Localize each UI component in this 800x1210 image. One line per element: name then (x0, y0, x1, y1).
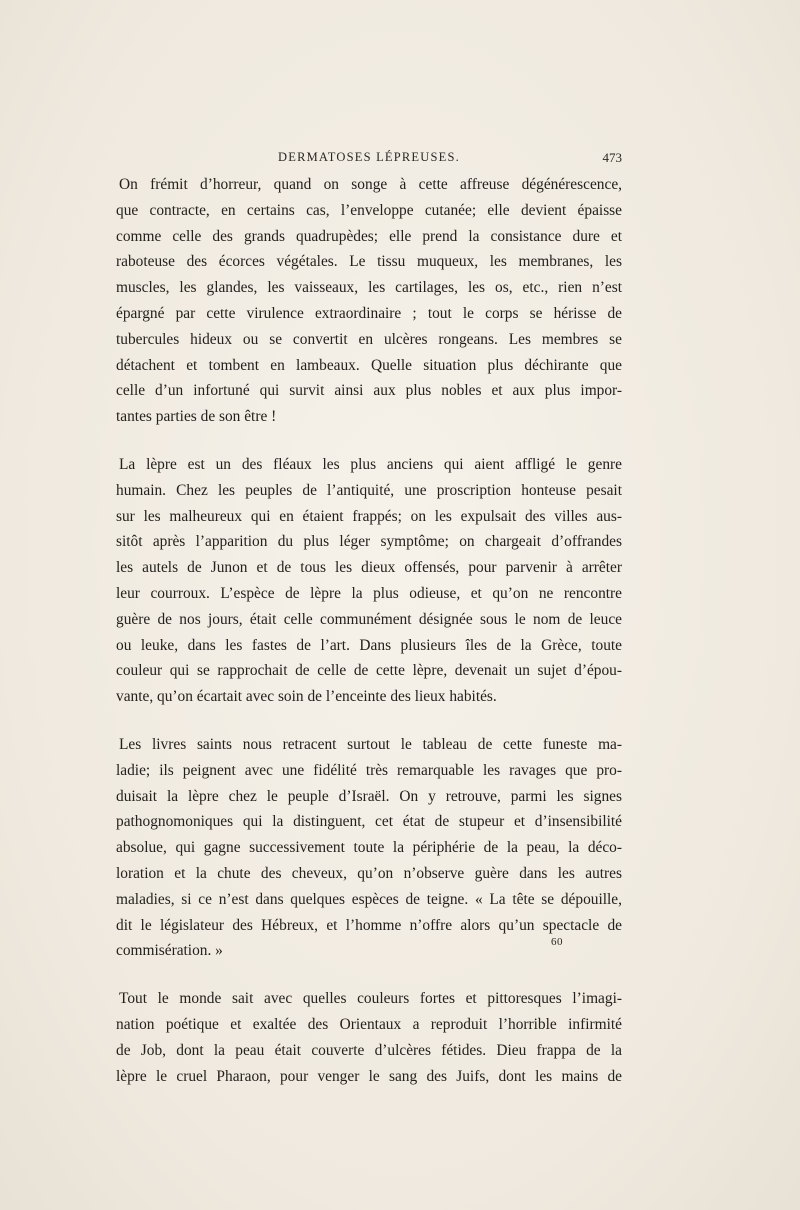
running-title: DERMATOSES LÉPREUSES. (278, 150, 460, 164)
text-line: On frémit d’horreur, quand on songe à cette affreuse dégénérescence, (119, 176, 622, 193)
text-line: duisait la lèpre chez le peuple d’Israël. On y retrouve, parmi les signes (116, 787, 622, 805)
text-line: humain. Chez les peuples de l’antiquité, une proscription honteuse pesait (116, 481, 622, 499)
text-line: vante, qu’on écartait avec soin de l’enceinte des lieux habités. (116, 688, 497, 706)
text-line: couleur qui se rapprochait de celle de cette lèpre, devenait un sujet d’épou- (116, 662, 622, 680)
text-line: dit le législateur des Hébreux, et l’homme n’offre alors qu’un spectacle de (116, 916, 622, 934)
text-line: celle d’un infortuné qui survit ainsi aux plus nobles et aux plus impor- (116, 382, 622, 400)
text-line: loration et la chute des cheveux, qu’on n’observe guère dans les autres (116, 864, 622, 882)
text-line: que contracte, en certains cas, l’enveloppe cutanée; elle devient épaisse (116, 201, 622, 219)
text-line: de Job, dont la peau était couverte d’ulcères fétides. Dieu frappa de la (116, 1041, 622, 1059)
text-line: sur les malheureux qui en étaient frappés; on les expulsait des villes aus- (116, 507, 622, 525)
text-line: ou leuke, dans les fastes de l’art. Dans plusieurs îles de la Grèce, toute (116, 636, 622, 654)
text-line: comme celle des grands quadrupèdes; elle prend la consistance dure et (116, 227, 622, 245)
text-line: commisération. » (116, 942, 223, 960)
text-line: leur courroux. L’espèce de lèpre la plus odieuse, et qu’on ne rencontre (116, 584, 622, 602)
text-line: sitôt après l’apparition du plus léger symptôme; on chargeait d’offrandes (116, 533, 622, 551)
text-line: guère de nos jours, était celle communément désignée sous le nom de leuce (116, 610, 622, 628)
text-line: muscles, les glandes, les vaisseaux, les cartilages, les os, etc., rien n’est (116, 279, 622, 297)
paragraph-1 (116, 172, 622, 430)
paragraph-4 (116, 986, 622, 1089)
page-header (116, 150, 622, 170)
text-line: pathognomoniques qui la distinguent, cet état de stupeur et d’insensibilité (116, 813, 622, 831)
text-line: lèpre le cruel Pharaon, pour venger le sang des Juifs, dont les mains de (116, 1067, 622, 1085)
text-line: Les livres saints nous retracent surtout le tableau de cette funeste ma- (119, 735, 622, 753)
text-line: tubercules hideux ou se convertit en ulcères rongeans. Les membres se (116, 330, 622, 348)
page-number: 473 (602, 150, 622, 165)
text-line: tantes parties de son être ! (116, 408, 277, 426)
text-line: Tout le monde sait avec quelles couleurs fortes et pittoresques l’imagi- (119, 990, 622, 1008)
text-line: les autels de Junon et de tous les dieux offensés, pour parvenir à arrêter (116, 559, 622, 577)
signature-mark: 60 (551, 936, 563, 948)
text-line: La lèpre est un des fléaux les plus anciens qui aient affligé le genre (119, 455, 622, 473)
body-text (116, 172, 622, 1089)
text-line: absolue, qui gagne successivement toute la périphérie de la peau, la déco- (116, 839, 622, 857)
text-line: maladies, si ce n’est dans quelques espèces de teigne. « La tête se dépouille, (116, 890, 622, 908)
text-line: nation poétique et exaltée des Orientaux a reproduit l’horrible infirmité (116, 1015, 622, 1033)
paragraph-3 (116, 732, 622, 964)
text-line: épargné par cette virulence extraordinaire ; tout le corps se hérisse de (116, 304, 622, 322)
text-line: raboteuse des écorces végétales. Le tissu muqueux, les membranes, les (116, 253, 622, 271)
text-line: détachent et tombent en lambeaux. Quelle situation plus déchirante que (116, 356, 622, 374)
paragraph-2 (116, 452, 622, 710)
text-line: ladie; ils peignent avec une fidélité très remarquable les ravages que pro- (116, 761, 622, 779)
